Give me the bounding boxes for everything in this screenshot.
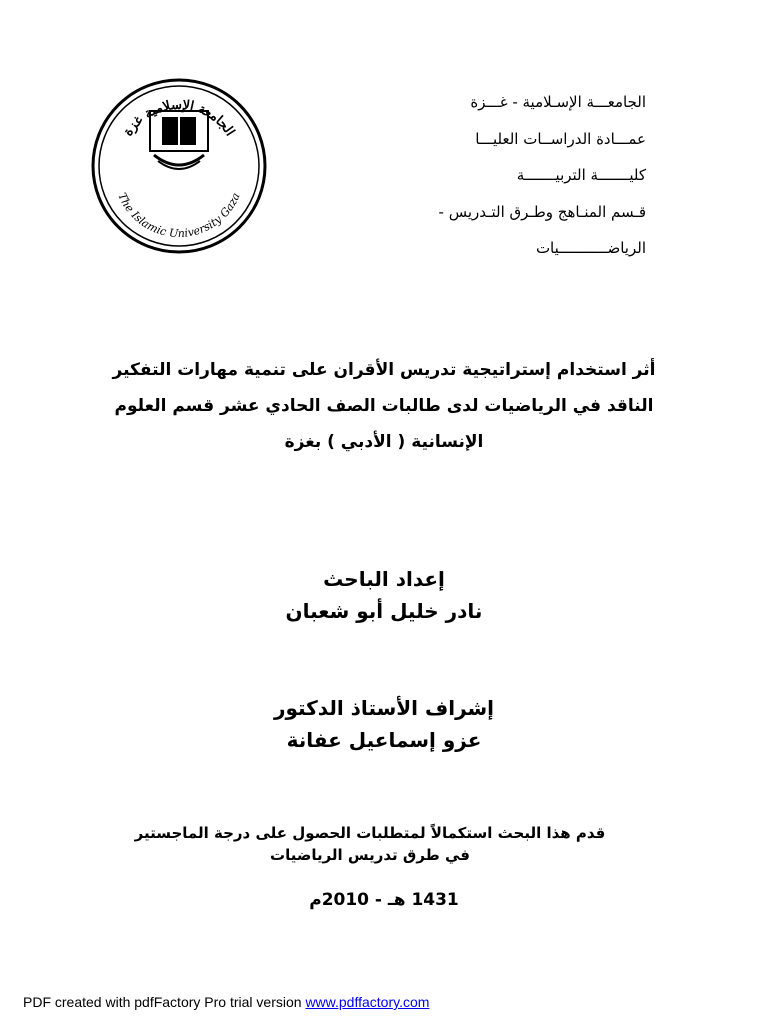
pdf-footer bbox=[23, 994, 429, 1010]
footer-link[interactable]: www.pdffactory.com bbox=[305, 994, 430, 1010]
header-line-university: الجامعـــة الإسـلامية - غـــزة bbox=[470, 93, 646, 111]
supervisor-block bbox=[0, 692, 768, 756]
submission-statement: قدم هذا البحث استكمالاً لمتطلبات الحصول على درجة الماجستير في طرق تدريس الرياضيات bbox=[134, 824, 606, 864]
title-line-2: الناقد في الرياضيات لدى طالبات الصف الحادي عشر قسم العلوم bbox=[114, 396, 654, 416]
researcher-name: نادر خليل أبو شعبان bbox=[285, 599, 483, 623]
footer-text: PDF created with pdfFactory Pro trial version bbox=[23, 994, 306, 1010]
university-logo bbox=[90, 77, 268, 255]
researcher-block bbox=[0, 563, 768, 627]
title-line-3: الإنسانية ( الأدبي ) بغزة bbox=[284, 432, 484, 452]
title-line-1: أثر استخدام إستراتيجية تدريس الأقران على تنمية مهارات التفكير bbox=[112, 360, 656, 380]
researcher-label: إعداد الباحث bbox=[323, 567, 445, 591]
logo-arabic-text: الجامعة الإسلامية غزة bbox=[120, 97, 238, 140]
header-line-faculty: كليـــــــة التربيـــــــة bbox=[516, 166, 646, 184]
institution-header bbox=[366, 84, 646, 267]
header-line-graduate-studies: عمـــادة الدراســات العليـــا bbox=[475, 129, 646, 148]
logo-english-text: The Islamic University Gaza bbox=[115, 190, 243, 241]
supervisor-name: عزو إسماعيل عفانة bbox=[286, 728, 482, 752]
header-line-department: قـسم المنـاهج وطـرق التـدريس - الرياضـــــــــــيات bbox=[438, 202, 646, 257]
year: 1431 هـ - 2010م bbox=[309, 890, 459, 910]
thesis-title bbox=[100, 352, 668, 460]
supervisor-label: إشراف الأستاذ الدكتور bbox=[273, 696, 495, 720]
